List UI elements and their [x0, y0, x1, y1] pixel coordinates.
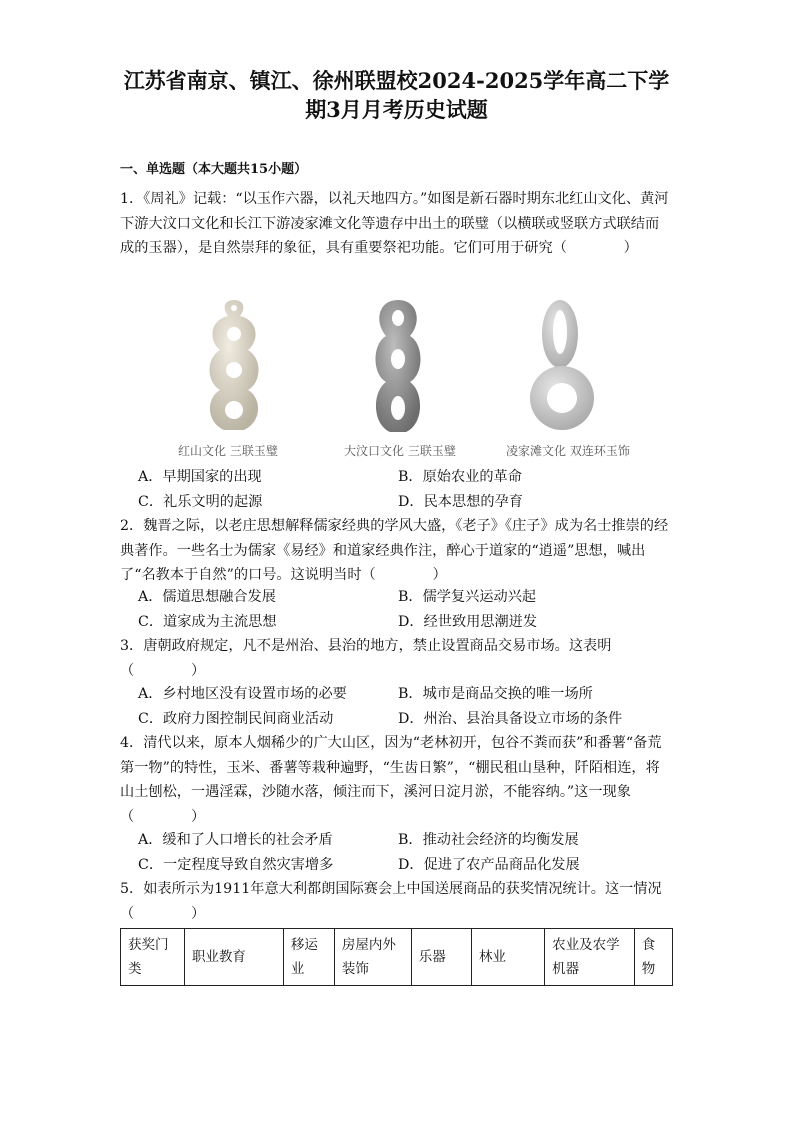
table-cell: 房屋内外装饰: [334, 929, 411, 986]
q3-option-d: D．州治、县治具备设立市场的条件: [398, 711, 623, 727]
section-heading: 一、单选题（本大题共15小题）: [120, 162, 308, 177]
question-4-text: 4．清代以来，原本人烟稀少的广大山区，因为“老林初开，包谷不粪而获”和番薯“备荒第一物”的特性，玉米、番薯等栽种遍野，“生齿日繁”，“棚民租山垦种，阡陌相连，将山土刨松，一遇淫霖，沙随水落，倾注而下，溪河日淀月淤，不能容纳。”这一现象（ ）: [120, 735, 662, 825]
award-table: [120, 928, 673, 986]
q3-option-b: B．城市是商品交换的唯一场所: [398, 686, 593, 702]
table-cell: 移运业: [283, 929, 334, 986]
figure-caption-1: 红山文化 三联玉璧: [178, 444, 278, 458]
q3-option-c: C．政府力图控制民间商业活动: [138, 711, 334, 727]
table-cell: 获奖门类: [121, 929, 185, 986]
q4-option-c: C．一定程度导致自然灾害增多: [138, 857, 334, 873]
q3-option-a: A．乡村地区没有设置市场的必要: [138, 686, 347, 702]
question-2-text: 2．魏晋之际，以老庄思想解释儒家经典的学风大盛，《老子》《庄子》成为名士推崇的经典著作。一些名士为儒家《易经》和道家经典作注，醉心于道家的“逍遥”思想，喊出了“名教本于自然”的口号。这说明当时（ ）: [120, 518, 669, 584]
hongshan-jade-bi-image: [204, 296, 264, 436]
q1-option-d: D．民本思想的孕育: [398, 494, 523, 510]
dawenkou-jade-bi-image: [370, 296, 426, 436]
table-cell: 食物: [634, 929, 672, 986]
exam-title: [110, 66, 683, 124]
figure-caption-3: 凌家滩文化 双连环玉饰: [506, 444, 630, 458]
exam-title-line-2: 期3月月考历史试题: [305, 97, 488, 122]
q4-option-a: A．缓和了人口增长的社会矛盾: [138, 832, 333, 848]
q2-option-d: D．经世致用思潮迸发: [398, 614, 538, 630]
q1-option-c: C．礼乐文明的起源: [138, 494, 263, 510]
table-cell: 乐器: [411, 929, 471, 986]
q2-option-c: C．道家成为主流思想: [138, 614, 277, 630]
award-table-header-row: [121, 929, 673, 986]
q4-option-d: D．促进了农产品商品化发展: [398, 857, 580, 873]
q2-option-b: B．儒学复兴运动兴起: [398, 589, 537, 605]
q1-option-a: A．早期国家的出现: [138, 469, 262, 485]
exam-title-line-1: 江苏省南京、镇江、徐州联盟校2024-2025学年高二下学: [123, 68, 670, 93]
q2-option-a: A．儒道思想融合发展: [138, 589, 276, 605]
table-cell: 职业教育: [184, 929, 283, 986]
question-1-figure: [160, 296, 650, 460]
question-5-text: 5．如表所示为1911年意大利都朗国际赛会上中国送展商品的获奖情况统计。这一情况（ ）: [120, 881, 662, 922]
figure-caption-2: 大汶口文化 三联玉璧: [344, 444, 456, 458]
q4-option-b: B．推动社会经济的均衡发展: [398, 832, 579, 848]
table-cell: 农业及农学机器: [545, 929, 635, 986]
table-cell: 林业: [471, 929, 544, 986]
question-1-text: 1．《周礼》记载：“以玉作六器，以礼天地四方。”如图是新石器时期东北红山文化、黄河下游大汶口文化和长江下游凌家滩文化等遗存中出土的联璧（以横联或竖联方式联结而成的玉器），是自然崇拜的象征，具有重要祭祀功能。它们可用于研究（ ）: [120, 191, 669, 257]
question-3-text: 3．唐朝政府规定，凡不是州治、县治的地方，禁止设置商品交易市场。这表明（ ）: [120, 638, 612, 679]
q1-option-b: B．原始农业的革命: [398, 469, 522, 485]
lingjiatan-double-ring-image: [522, 296, 602, 436]
